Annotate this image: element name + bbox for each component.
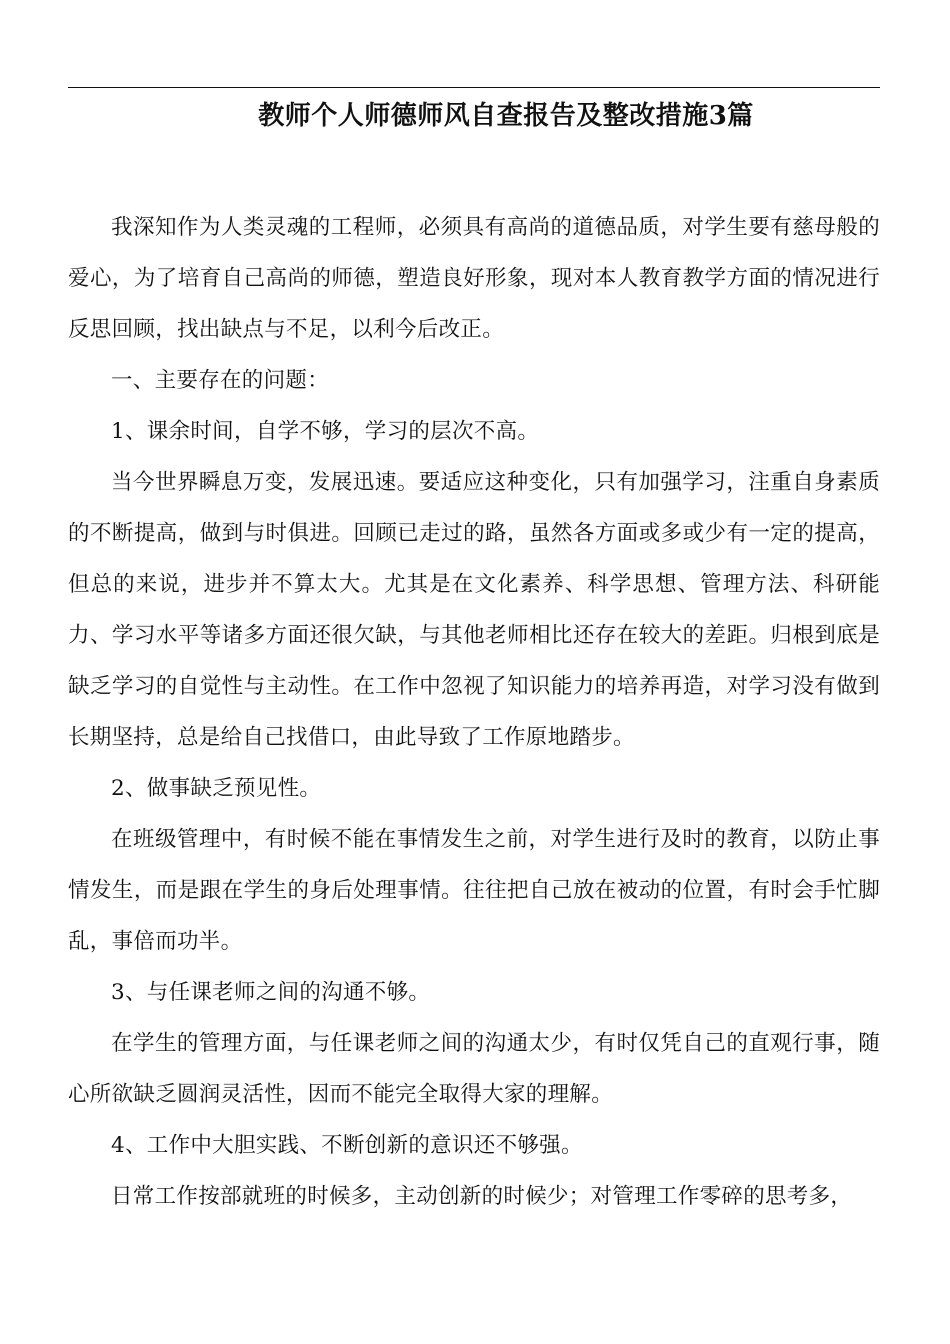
item-body-3: 在学生的管理方面，与任课老师之间的沟通太少，有时仅凭自己的直观行事，随心所欲缺乏圆润灵活性，因而不能完全取得大家的理解。 bbox=[68, 1031, 880, 1107]
item-heading-1: 1、课余时间，自学不够，学习的层次不高。 bbox=[111, 419, 540, 444]
item-body-2: 在班级管理中，有时候不能在事情发生之前，对学生进行及时的教育，以防止事情发生，而是跟在学生的身后处理事情。往往把自己放在被动的位置，有时会手忙脚乱，事倍而功半。 bbox=[68, 827, 880, 954]
item-heading-2: 2、做事缺乏预见性。 bbox=[111, 776, 322, 801]
item-heading-3: 3、与任课老师之间的沟通不够。 bbox=[111, 980, 431, 1005]
item-heading-4: 4、工作中大胆实践、不断创新的意识还不够强。 bbox=[111, 1133, 583, 1158]
document-body bbox=[68, 202, 880, 1222]
item-body-4: 日常工作按部就班的时候多，主动创新的时候少；对管理工作零碎的思考多， bbox=[111, 1184, 853, 1209]
paragraph-intro: 我深知作为人类灵魂的工程师，必须具有高尚的道德品质，对学生要有慈母般的爱心，为了培育自己高尚的师德，塑造良好形象，现对本人教育教学方面的情况进行反思回顾，找出缺点与不足，以利今后改正。 bbox=[68, 215, 880, 342]
section-heading-problems: 一、主要存在的问题： bbox=[111, 368, 330, 393]
header-rule bbox=[68, 87, 880, 88]
document-title: 教师个人师德师风自查报告及整改措施3篇 bbox=[258, 101, 754, 131]
item-body-1: 当今世界瞬息万变，发展迅速。要适应这种变化，只有加强学习，注重自身素质的不断提高，做到与时俱进。回顾已走过的路，虽然各方面或多或少有一定的提高，但总的来说，进步并不算太大。尤其是在文化素养、科学思想、管理方法、科研能力、学习水平等诸多方面还很欠缺，与其他老师相比还存在较大的差距。归根到底是缺乏学习的自觉性与主动性。在工作中忽视了知识能力的培养再造，对学习没有做到长期坚持，总是给自己找借口，由此导致了工作原地踏步。 bbox=[68, 470, 880, 750]
